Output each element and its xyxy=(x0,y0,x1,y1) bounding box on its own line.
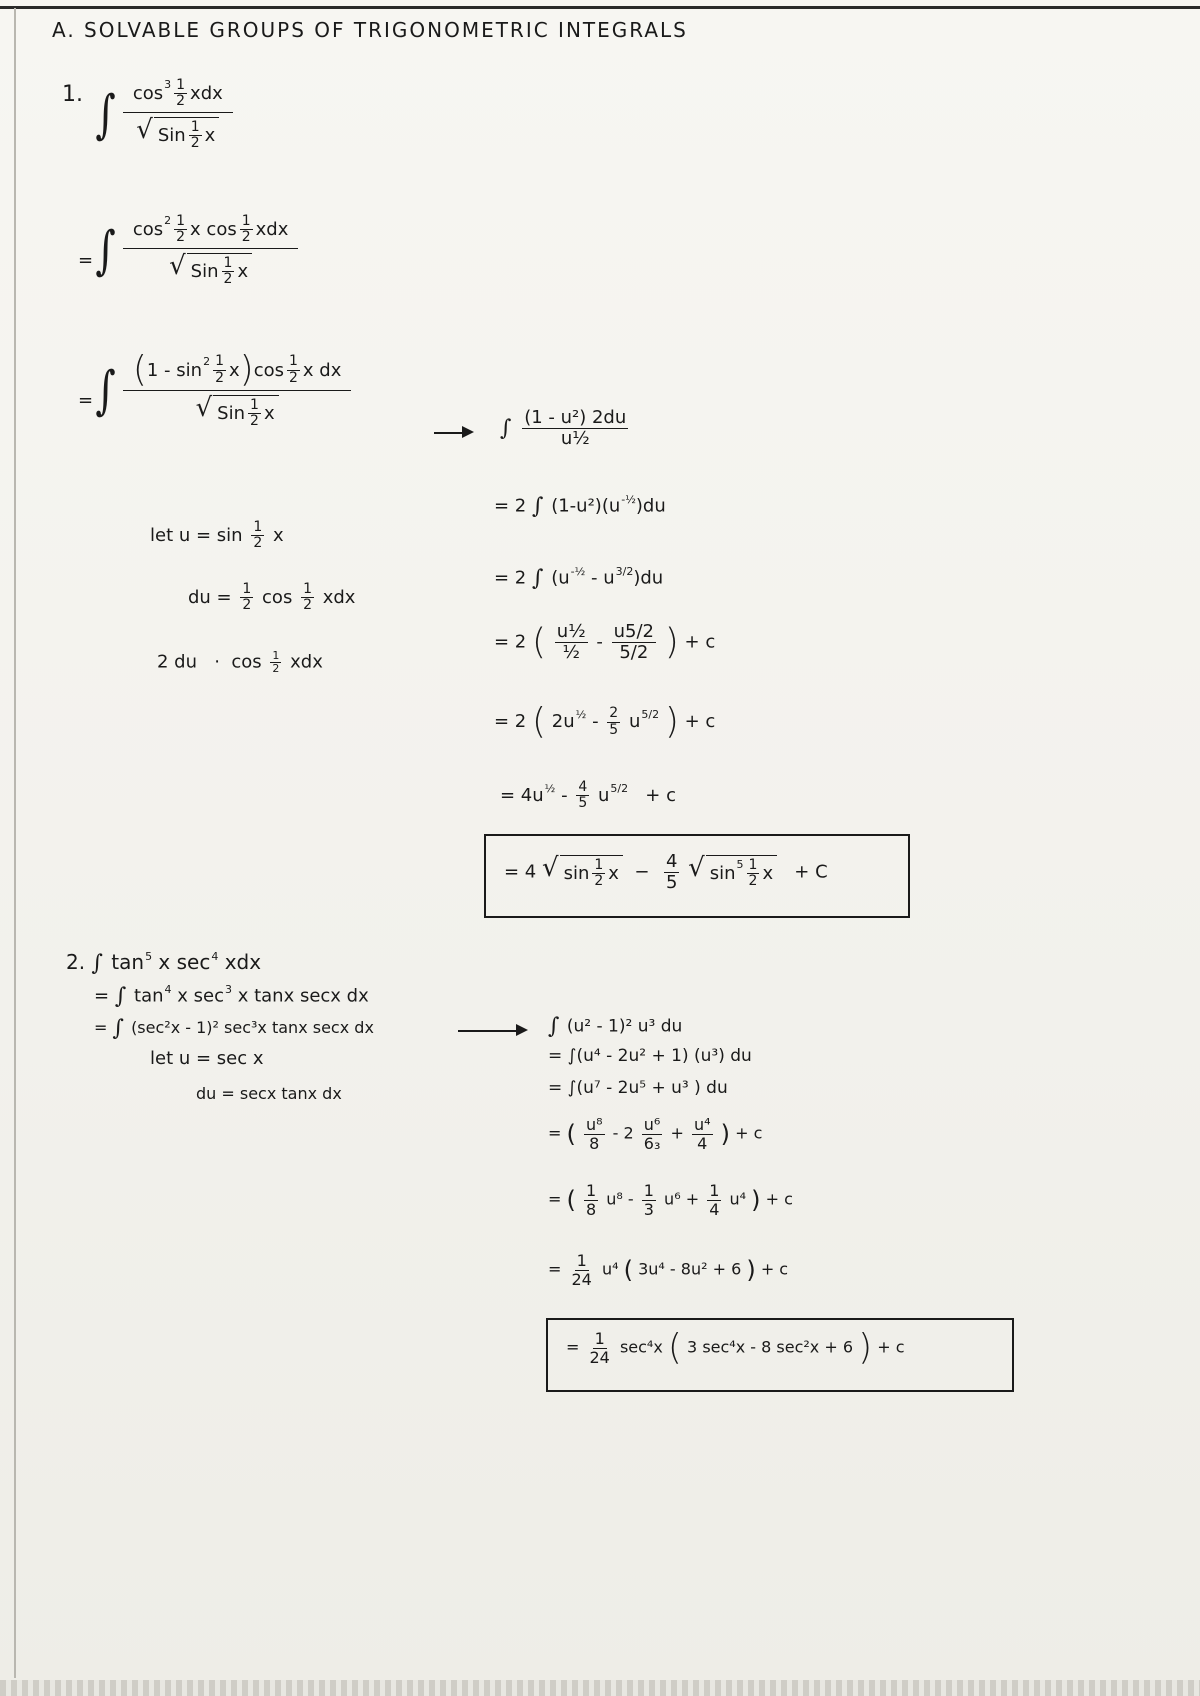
p2-du: du = secx tanx dx xyxy=(196,1084,342,1103)
bottom-edge-strip xyxy=(0,1680,1200,1696)
p1-r6: = $4u^{\frac{1}{2}}$ - $\frac{4}{5}$ $u^{5/2}$ + c xyxy=(500,779,676,812)
p2-r2: = ∫(u⁴ - 2u² + 1) (u³) du xyxy=(548,1046,752,1066)
p2-line0: 2. ∫ $\tan^5 x$ $\sec^4$ xdx xyxy=(66,950,262,976)
page-title: A. SOLVABLE GROUPS OF TRIGONOMETRIC INTEGRALS xyxy=(52,18,688,42)
p1-step0 xyxy=(92,78,233,152)
arrow-right-icon xyxy=(516,1024,528,1036)
p1-step1-eq: = xyxy=(78,250,94,271)
p1-du: du = $\frac{1}{2}$ cos $\frac{1}{2}$ xdx xyxy=(188,581,356,614)
integral-sign: ∫ xyxy=(91,951,103,976)
p2-r5: = ( $\frac{1}{8}$ u⁸ - $\frac{1}{3}$ u⁶ + $\frac{1}{4}$ u⁴ ) + c xyxy=(548,1181,793,1219)
integral-sign: ∫ xyxy=(114,984,127,1009)
p1-2du: 2 du · cos $\frac{1}{2}$ xdx xyxy=(157,649,323,676)
p1-step2-fraction: ( 1 - sin 2 $\frac{1}{2}$ x ) cos $\frac{1}{2}$ x dx √ Sin $\frac{1}{2}$ x xyxy=(123,352,352,430)
p2-r3: = ∫(u⁷ - 2u⁵ + u³ ) du xyxy=(548,1078,728,1098)
p1-r4: = 2 ( $\frac{\text{u½}}{\text{½}}$ - $\frac{u5/2}{5/2}$ ) + c xyxy=(494,621,716,663)
p1-let-u: let u = sin $\frac{1}{2}$ x xyxy=(150,519,284,552)
arrow-line xyxy=(434,432,464,434)
left-margin-line xyxy=(14,8,16,1678)
p1-answer: = 4 √ sin $\frac{1}{2}$ x − $\frac{4}{5}$ √ sin 5 $\frac{1}{2}$ x + C xyxy=(504,851,828,893)
p1-step1 xyxy=(92,214,298,288)
p1-step1-fraction: cos 2 $\frac{1}{2}$ x cos $\frac{1}{2}$ xdx √ Sin $\frac{1}{2}$ x xyxy=(123,214,299,288)
integral-sign: ∫ xyxy=(532,494,544,519)
arrow-line xyxy=(458,1030,518,1032)
p2-r6: = $\frac{1}{24}$ u⁴ ( 3u⁴ - 8u² + 6 ) + c xyxy=(548,1251,789,1289)
p1-r5: = 2 ( $2u^{\frac{1}{2}}$ - $\frac{2}{5}$ $u^{5/2}$ ) + c xyxy=(494,701,716,742)
integral-sign: ∫ xyxy=(532,566,544,591)
p2-line2: = ∫ (sec²x - 1)² sec³x tanx secx dx xyxy=(94,1016,374,1041)
integral-sign: ∫ xyxy=(95,84,116,145)
p2-answer: = $\frac{1}{24}$ sec⁴x ( 3 sec⁴x - 8 sec²x + 6 ) + c xyxy=(566,1327,905,1369)
integral-sign: ∫ xyxy=(500,415,512,441)
p1-step0-fraction: cos 3 $\frac{1}{2}$ xdx √ Sin $\frac{1}{2}$ x xyxy=(123,78,233,152)
integral-sign: ∫ xyxy=(112,1016,124,1041)
integral-sign: ∫ xyxy=(95,360,116,421)
p1-r3: = 2 ∫ $(u^{-\frac{1}{2}} - u^{3/2})du$ xyxy=(494,564,664,591)
p1-step2 xyxy=(92,349,351,430)
p1-r1: ∫ $\frac{\text{(1 - u²) 2du}}{\text{u½}}$ xyxy=(500,407,627,449)
p2-r1: ∫ (u² - 1)² u³ du xyxy=(548,1014,683,1039)
p1-step2-eq: = xyxy=(78,390,94,411)
p1-r2: = 2 ∫ $(1-u^2)(u^{-\frac{1}{2}})du$ xyxy=(494,492,666,519)
p2-line1: = ∫ $\tan^4 x$ $\sec^3 x$ tanx secx dx xyxy=(94,982,369,1009)
problem-1-number: 1. xyxy=(62,82,83,107)
integral-sign: ∫ xyxy=(548,1014,560,1039)
integral-sign: ∫ xyxy=(95,220,116,281)
p2-let-u: let u = sec x xyxy=(150,1048,264,1069)
top-edge-line xyxy=(0,6,1200,9)
p2-r4: = ( $\frac{\text{u⁸}}{8}$ - 2 $\frac{\text{u⁶}}{\text{6₃}}$ + $\frac{\text{u⁴}}{4}$ ) + c xyxy=(548,1115,763,1153)
arrow-right-icon xyxy=(462,426,474,438)
